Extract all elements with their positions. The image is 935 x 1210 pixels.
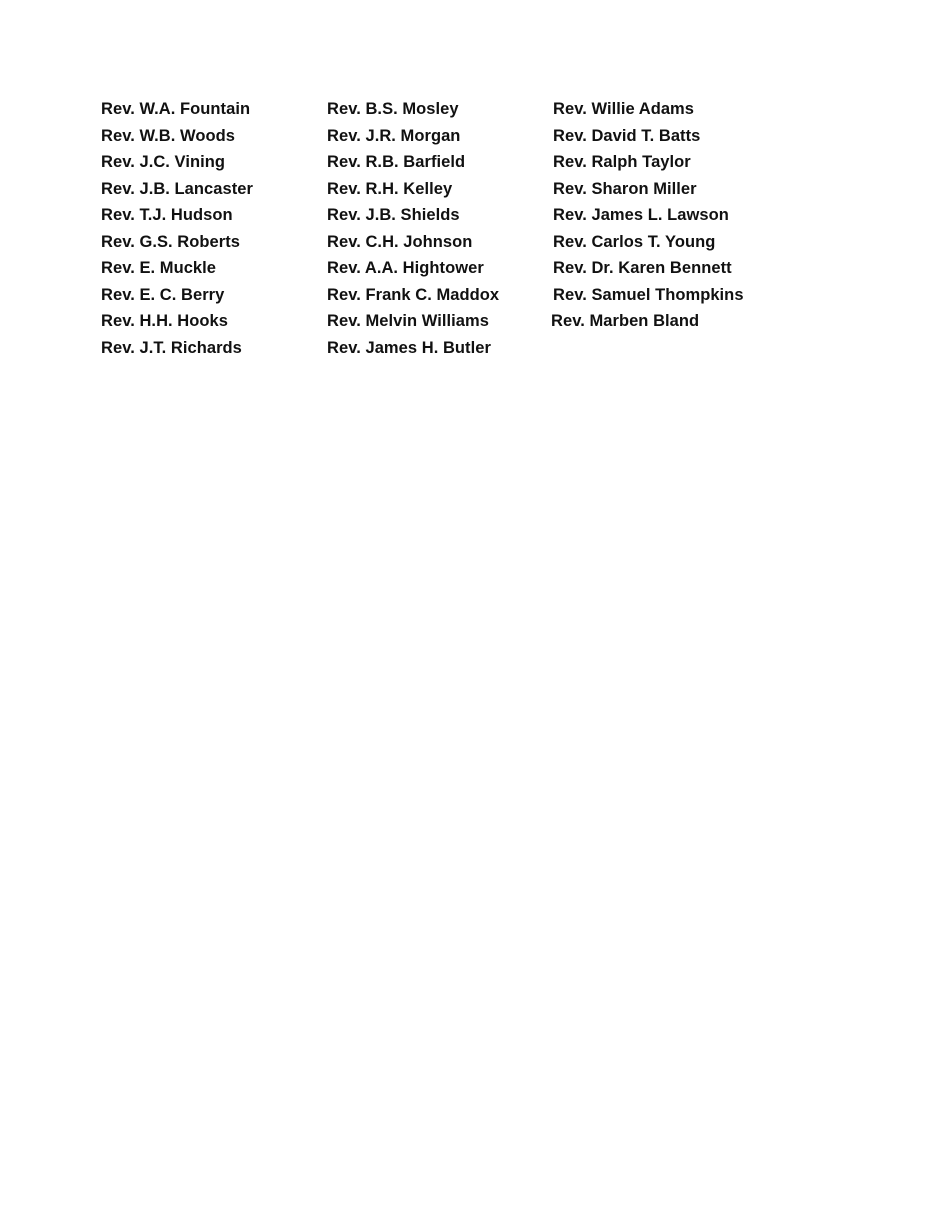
names-column-2 xyxy=(327,97,499,362)
list-item: Rev. Dr. Karen Bennett xyxy=(553,259,732,277)
list-item: Rev. James H. Butler xyxy=(327,338,491,357)
list-item: Rev. T.J. Hudson xyxy=(101,206,233,224)
list-item: Rev. J.B. Lancaster xyxy=(101,179,253,198)
list-item: Rev. Sharon Miller xyxy=(553,179,697,198)
list-item: Rev. B.S. Mosley xyxy=(327,100,459,118)
list-item: Rev. J.T. Richards xyxy=(101,338,242,357)
list-item: Rev. G.S. Roberts xyxy=(101,232,240,251)
names-column-1 xyxy=(101,97,253,362)
list-item: Rev. W.A. Fountain xyxy=(101,100,251,118)
names-column-3 xyxy=(553,97,744,336)
list-item: Rev. Willie Adams xyxy=(553,100,694,118)
list-item: Rev. J.C. Vining xyxy=(101,153,225,171)
list-item: Rev. Ralph Taylor xyxy=(553,153,691,171)
list-item: Rev. R.B. Barfield xyxy=(327,153,466,171)
list-item: Rev. Melvin Williams xyxy=(327,312,489,330)
list-item: Rev. E. Muckle xyxy=(101,259,217,277)
list-item: Rev. Carlos T. Young xyxy=(553,232,716,251)
list-item: Rev. Samuel Thompkins xyxy=(553,285,744,304)
list-item: Rev. Frank C. Maddox xyxy=(327,285,500,304)
list-item: Rev. R.H. Kelley xyxy=(327,179,453,198)
list-item: Rev. J.R. Morgan xyxy=(327,126,461,145)
list-item: Rev. David T. Batts xyxy=(553,126,701,145)
list-item: Rev. James L. Lawson xyxy=(553,206,729,224)
list-item: Rev. W.B. Woods xyxy=(101,126,235,145)
list-item: Rev. Marben Bland xyxy=(551,312,700,330)
list-item: Rev. A.A. Hightower xyxy=(327,259,484,277)
list-item: Rev. J.B. Shields xyxy=(327,206,460,224)
list-item: Rev. H.H. Hooks xyxy=(101,312,228,330)
list-item: Rev. C.H. Johnson xyxy=(327,232,473,251)
list-item: Rev. E. C. Berry xyxy=(101,285,225,304)
